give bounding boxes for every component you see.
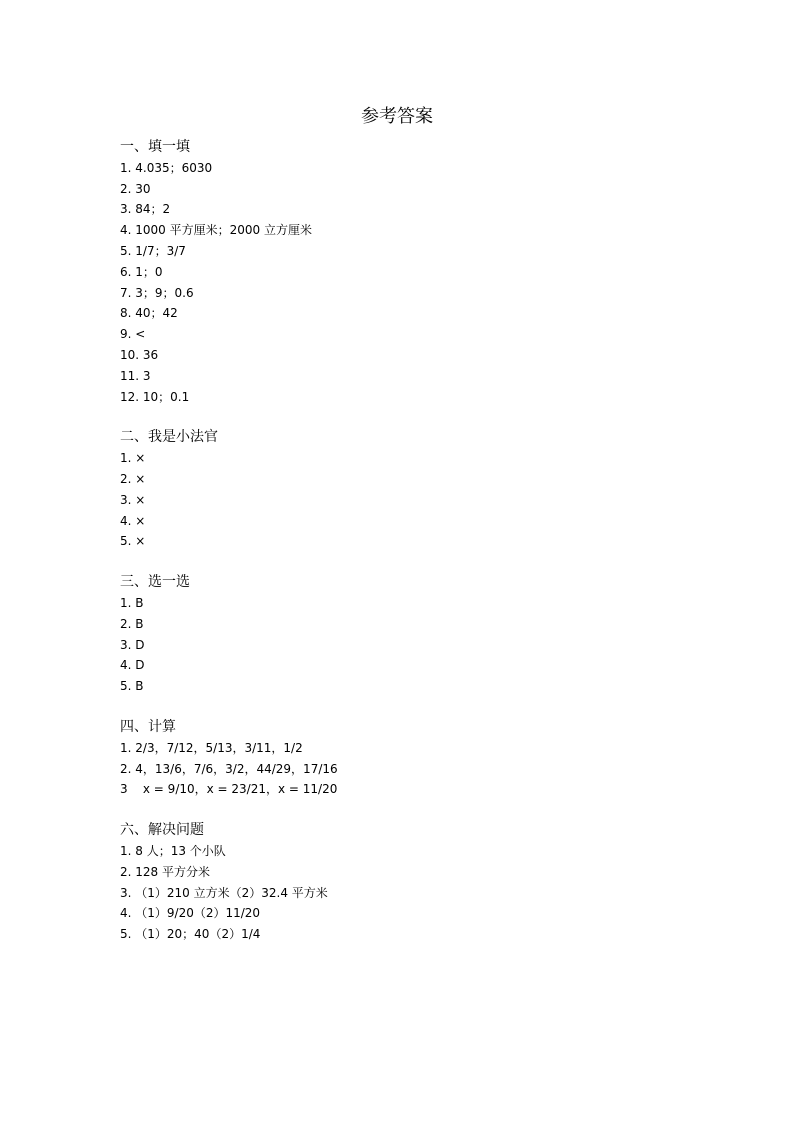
answer-content [120,137,680,965]
answer-line: 10. 36 [120,347,159,362]
section-true-false [120,427,680,552]
section-heading: 二、我是小法官 [120,429,218,446]
answer-line: 11. 3 [120,368,151,383]
answer-line: 7. 3；9；0.6 [120,285,194,300]
section-heading: 一、填一填 [120,139,190,155]
answer-line: 3. 84；2 [120,202,171,217]
answer-line: 5. 1/7；3/7 [120,243,186,258]
answer-line: 5. × [120,534,146,549]
answer-line: 5. （1）20；40（2）1/4 [120,927,261,942]
answer-line: 1. 2/3，7/12，5/13，3/11，1/2 [120,740,303,755]
section-fill-in [120,137,680,407]
answer-line: 4. D [120,658,145,673]
section-multiple-choice [120,572,680,697]
section-problem-solving [120,820,680,945]
answer-line: 2. 128 平方分米 [120,864,210,879]
section-heading: 三、选一选 [120,574,190,591]
answer-line: 1. 4.035；6030 [120,160,213,175]
answer-line: 3 x = 9/10，x = 23/21，x = 11/20 [120,782,338,797]
answer-line: 5. B [120,679,144,694]
section-calculation [120,717,680,800]
answer-line: 2. × [120,471,146,486]
answer-line: 12. 10；0.1 [120,389,190,404]
section-heading: 四、计算 [120,718,176,735]
answer-line: 3. D [120,637,145,652]
page-title: 参考答案 [361,106,433,127]
answer-line: 4. × [120,513,146,528]
answer-line: 4. 1000 平方厘米；2000 立方厘米 [120,223,312,238]
answer-line: 2. 30 [120,181,151,196]
answer-line: 1. × [120,451,146,466]
answer-line: 6. 1；0 [120,264,163,279]
answer-line: 1. B [120,595,144,610]
answer-line: 1. 8 人；13 个小队 [120,843,226,858]
answer-line: 2. B [120,616,144,631]
answer-line: 2. 4，13/6，7/6，3/2，44/29，17/16 [120,761,338,776]
answer-line: 3. （1）210 立方米（2）32.4 平方米 [120,885,328,900]
answer-line: 3. × [120,492,146,507]
answer-line: 9. < [120,327,146,342]
answer-line: 4. （1）9/20（2）11/20 [120,906,261,921]
section-heading: 六、解决问题 [120,822,204,839]
answer-line: 8. 40；42 [120,306,178,321]
